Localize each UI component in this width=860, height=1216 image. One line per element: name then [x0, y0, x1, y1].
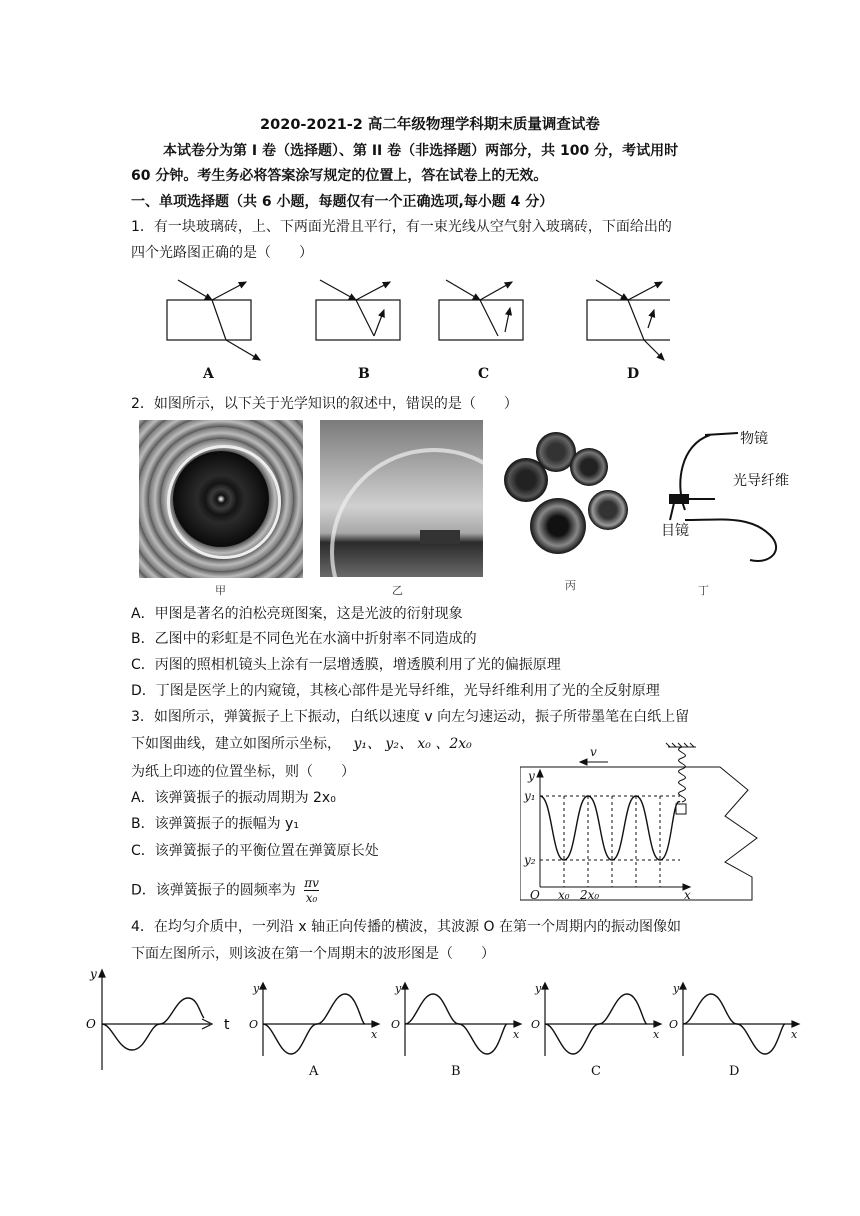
q4-b-origin: O [391, 1018, 401, 1031]
q4-graph-d [680, 983, 799, 1056]
q4-graph-b [402, 983, 521, 1056]
rainbow-image [320, 420, 483, 577]
q2-option-d: D．丁图是医学上的内窥镜，其核心部件是光导纤维，光导纤维利用了光的全反射原理 [131, 683, 660, 699]
q1-light-path-figures [150, 278, 670, 364]
section-heading: 一、单项选择题（共 6 小题，每题仅有一个正确选项,每小题 4 分） [131, 194, 554, 210]
endoscope-label-eyepiece: 目镜 [661, 523, 689, 539]
q4-source-t: t [224, 1017, 230, 1033]
q3-fraction-denominator: x₀ [305, 891, 318, 905]
q4-d-origin: O [669, 1018, 679, 1031]
q3-option-d-text: D．该弹簧振子的圆频率为 [131, 882, 296, 899]
q3-stem-line-1: 3．如图所示，弹簧振子上下振动，白纸以速度 v 向左匀速运动，振子所带墨笔在白纸上留 [131, 709, 690, 725]
q4-label-c: C [591, 1064, 601, 1079]
q3-fig-x: x [684, 888, 691, 902]
q4-source-vibration-graph [80, 966, 250, 1076]
endoscope-label-objective: 物镜 [740, 431, 768, 447]
q4-graph-a [260, 983, 379, 1056]
q1-stem-line-2: 四个光路图正确的是（ ） [131, 245, 313, 261]
q4-a-y: y [253, 982, 260, 995]
q1-figure-b [316, 280, 400, 340]
q3-fig-v: v [590, 745, 597, 759]
q4-c-x: x [653, 1028, 660, 1041]
q4-stem-line-2: 下面左图所示，则该波在第一个周期末的波形图是（ ） [131, 946, 495, 962]
q3-option-d-fraction [304, 876, 319, 905]
q3-option-a: A．该弹簧振子的振动周期为 2x₀ [131, 790, 336, 806]
endoscope-image [660, 425, 800, 575]
q3-fig-y1: y₁ [524, 789, 536, 803]
caption-yi: 乙 [392, 584, 403, 597]
q1-label-a: A [203, 366, 214, 382]
q4-c-y: y [535, 982, 542, 995]
q2-option-a: A．甲图是著名的泊松亮斑图案，这是光波的衍射现象 [131, 606, 463, 622]
intro-line-1: 本试卷分为第 I 卷（选择题）、第 II 卷（非选择题）两部分，共 100 分，考试用时 [163, 143, 679, 159]
q4-a-origin: O [249, 1018, 259, 1031]
q2-stem: 2．如图所示，以下关于光学知识的叙述中，错误的是（ ） [131, 396, 518, 412]
q4-d-x: x [791, 1028, 798, 1041]
q1-stem-line-1: 1．有一块玻璃砖，上、下两面光滑且平行，有一束光线从空气射入玻璃砖，下面给出的 [131, 219, 672, 235]
q4-stem-line-1: 4．在均匀介质中，一列沿 x 轴正向传播的横波，其波源 O 在第一个周期内的振动图像如 [131, 919, 682, 935]
q3-oscillator-figure [520, 742, 770, 902]
camera-lens-image [500, 428, 630, 558]
q3-fig-x0: x₀ [558, 888, 570, 902]
q3-fraction-numerator: πv [304, 876, 319, 890]
q3-stem-line-2-math: y₁、 y₂、 x₀ 、2x₀ [353, 736, 472, 752]
caption-ding: 丁 [698, 584, 709, 597]
q2-option-b: B．乙图中的彩虹是不同色光在水滴中折射率不同造成的 [131, 631, 477, 647]
q3-stem-line-2 [131, 734, 472, 754]
q1-figure-d [587, 280, 670, 360]
q3-fig-origin: O [530, 888, 540, 902]
poisson-spot-image [139, 420, 303, 578]
q4-d-y: y [673, 982, 680, 995]
caption-bing: 丙 [565, 579, 576, 592]
caption-jia: 甲 [215, 584, 226, 597]
q1-label-d: D [627, 366, 640, 382]
q2-option-c: C．丙图的照相机镜头上涂有一层增透膜，增透膜利用了光的偏振原理 [131, 657, 561, 673]
q4-choice-graphs [245, 980, 825, 1060]
q4-label-b: B [451, 1064, 461, 1079]
q4-b-x: x [513, 1028, 520, 1041]
q4-label-a: A [309, 1064, 319, 1079]
q1-label-b: B [358, 366, 370, 382]
q4-source-y: y [90, 967, 97, 981]
q4-source-origin: O [86, 1017, 96, 1031]
endoscope-label-fiber: 光导纤维 [733, 473, 789, 489]
exam-title: 2020-2021-2 高二年级物理学科期末质量调查试卷 [260, 117, 600, 133]
intro-line-2: 60 分钟。考生务必将答案涂写规定的位置上，答在试卷上的无效。 [131, 168, 548, 184]
q4-a-x: x [371, 1028, 378, 1041]
q3-fig-2x0: 2x₀ [580, 888, 600, 902]
q1-figure-a [167, 280, 260, 360]
q3-option-b: B．该弹簧振子的振幅为 y₁ [131, 816, 299, 832]
q3-option-d [131, 876, 319, 905]
q4-c-origin: O [531, 1018, 541, 1031]
q3-fig-y: y [528, 769, 535, 783]
q1-figure-c [439, 280, 523, 340]
q3-stem-line-2-text: 下如图曲线，建立如图所示坐标， [131, 736, 341, 752]
q3-option-c: C．该弹簧振子的平衡位置在弹簧原长处 [131, 843, 379, 859]
q1-label-c: C [478, 366, 490, 382]
q3-fig-y2: y₂ [524, 853, 536, 867]
q4-label-d: D [729, 1064, 740, 1079]
q3-stem-line-3: 为纸上印迹的位置坐标，则（ ） [131, 764, 355, 780]
q4-graph-c [542, 983, 661, 1056]
q4-b-y: y [395, 982, 402, 995]
